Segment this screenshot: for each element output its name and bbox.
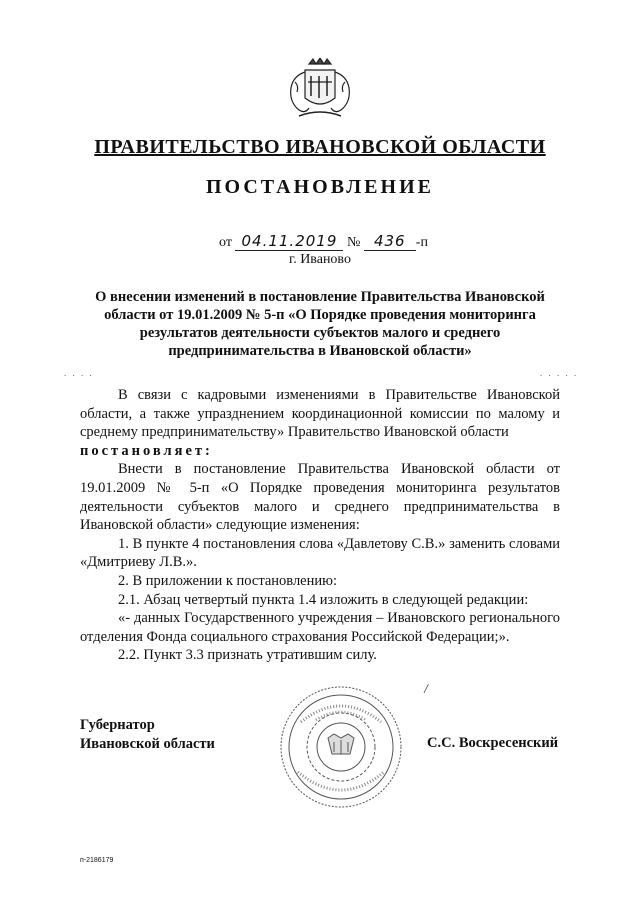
decree-word: постановляет: (80, 442, 213, 459)
document-date: 04.11.2019 (235, 232, 343, 251)
body-paragraph-4: 2.1. Абзац четвертый пункта 1.4 изложить в следующей редакции: (118, 591, 529, 608)
number-suffix: -п (415, 235, 428, 250)
body-paragraph-3: 2. В приложении к постановлению: (118, 572, 338, 589)
body-paragraph-6: 2.2. Пункт 3.3 признать утратившим силу. (118, 647, 377, 664)
decree-word-paragraph (80, 442, 560, 461)
number-prefix: № (346, 235, 361, 250)
official-seal-stamp (276, 682, 406, 812)
signatory-name: С.С. Воскресенский (427, 735, 559, 751)
preamble-text: В связи с кадровыми изменениями в Правительстве Ивановской области, а также упразднением координационной комиссии по малому и среднему предпринимательству» Правительство Ивановской области (80, 387, 560, 441)
city-name: г. Иваново (289, 252, 351, 267)
document-body (80, 386, 560, 665)
document-code: п-2186179 (80, 857, 114, 864)
document-type-heading: ПОСТАНОВЛЕНИЕ (206, 176, 434, 198)
government-title: ПРАВИТЕЛЬСТВО ИВАНОВСКОЙ ОБЛАСТИ (94, 136, 546, 158)
signatory-position (80, 716, 215, 754)
preamble-paragraph (80, 386, 560, 442)
body-paragraph-2: 1. В пункте 4 постановления слова «Давлетову С.В.» заменить словами «Дмитриеву Л.В.». (80, 535, 560, 571)
coat-of-arms-emblem (285, 58, 355, 120)
scan-dots-right: . . . . . (540, 368, 579, 378)
position-line-2: Ивановской области (80, 736, 215, 752)
document-number: 436 (364, 232, 416, 251)
scan-dots-left: . . . . (64, 368, 94, 378)
date-prefix: от (219, 235, 232, 250)
document-subject: О внесении изменений в постановление Правительства Ивановской области от 19.01.2009 № 5-п «О Порядке проведения мониторинга результатов деятельности субъектов малого и среднего предпринимательства в Ивановской области» (95, 289, 545, 359)
position-line-1: Губернатор (80, 717, 155, 733)
body-paragraph-5: «- данных Государственного учреждения – Ивановского регионального отделения Фонда социального страхования Российской Федерации;». (80, 610, 560, 645)
date-number-line (219, 232, 428, 251)
body-paragraph-1: Внести в постановление Правительства Ивановской области от 19.01.2009 № 5-п «О Порядке проведения мониторинга результатов деятельности субъектов малого и среднего предпринимательства в Ивановской области» следующие изменения: (80, 461, 560, 534)
handwritten-mark: / (423, 681, 429, 698)
